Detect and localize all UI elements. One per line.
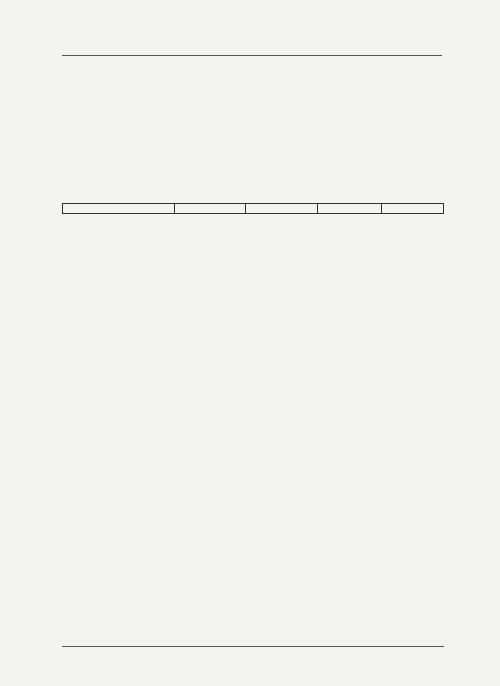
table-header-row — [63, 204, 444, 214]
header-cell — [174, 204, 246, 214]
header-divider — [62, 55, 442, 56]
header-cell — [318, 204, 382, 214]
header-cell — [246, 204, 318, 214]
header-cell — [63, 204, 175, 214]
summary-table — [62, 203, 444, 214]
footer-divider — [62, 646, 444, 647]
header-cell — [382, 204, 444, 214]
